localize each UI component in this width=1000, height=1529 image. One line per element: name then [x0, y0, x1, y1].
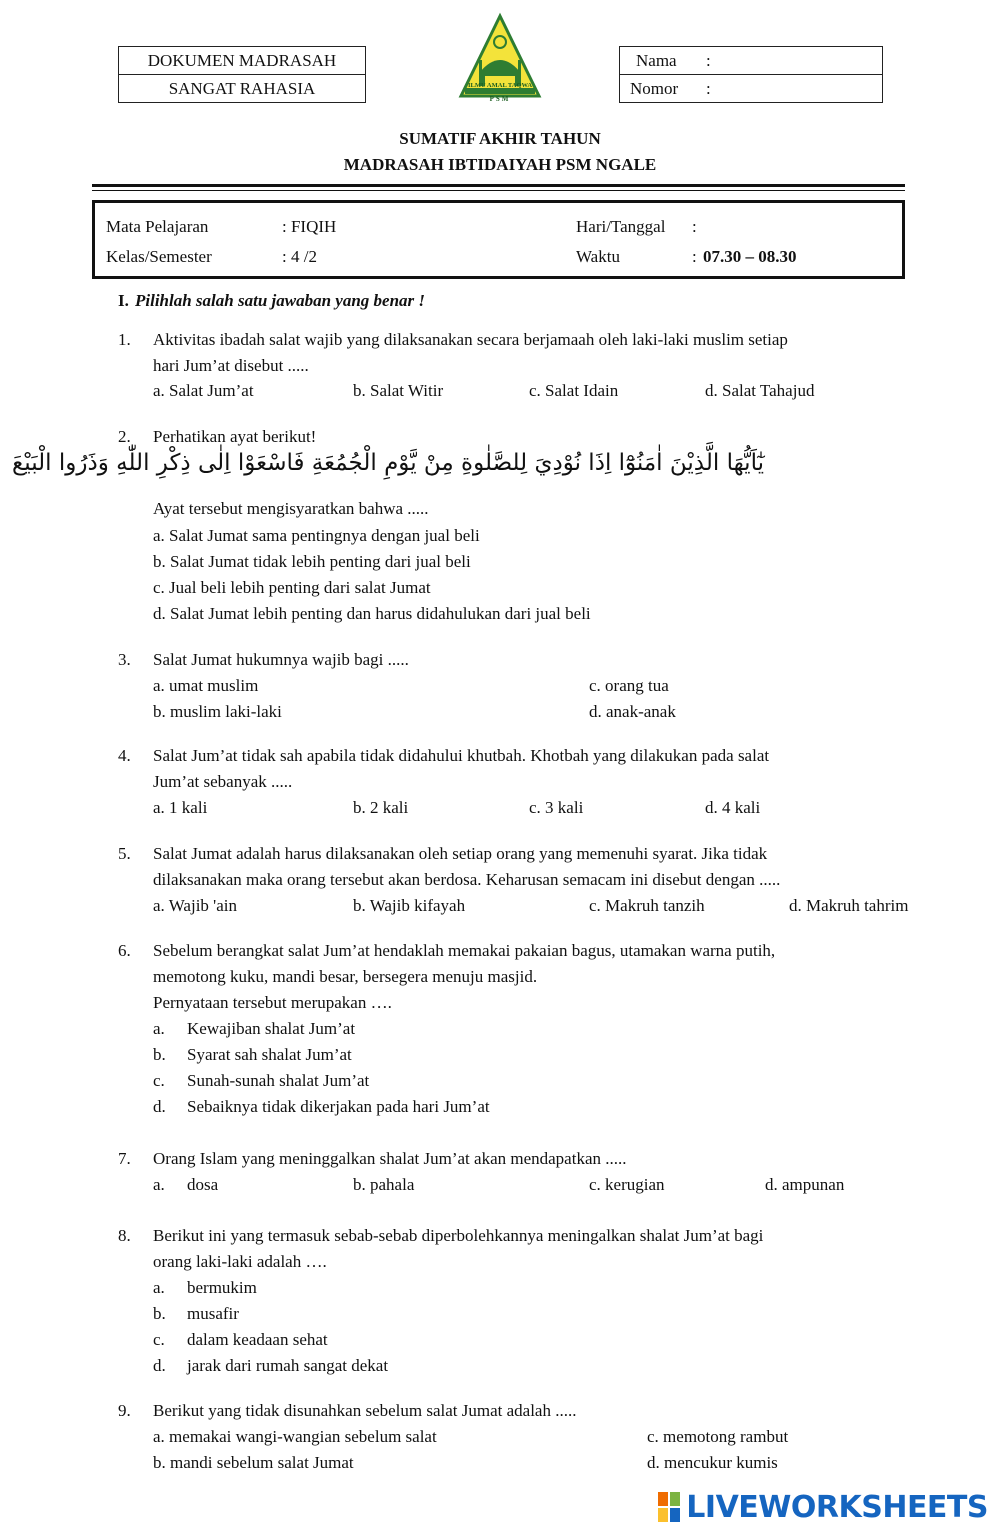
- option-a[interactable]: bermukim: [187, 1278, 257, 1297]
- option-a[interactable]: a. Salat Jum’at: [153, 381, 254, 400]
- option-c[interactable]: c. orang tua: [589, 676, 669, 695]
- option-b[interactable]: musafir: [187, 1304, 239, 1323]
- question-text: Berikut yang tidak disunahkan sebelum salat Jumat adalah .....: [153, 1401, 577, 1420]
- question-text: Aktivitas ibadah salat wajib yang dilaksanakan secara berjamaah oleh laki-laki muslim setiap: [153, 330, 788, 349]
- title-rule-thick: [92, 184, 905, 187]
- subject-value: : FIQIH: [282, 217, 337, 236]
- question-text: orang laki-laki adalah ….: [153, 1252, 327, 1271]
- option-b[interactable]: b. 2 kali: [353, 798, 409, 817]
- question-text: Orang Islam yang meninggalkan shalat Jum’at akan mendapatkan .....: [153, 1149, 627, 1168]
- option-a[interactable]: a. umat muslim: [153, 676, 259, 695]
- option-a[interactable]: a. memakai wangi-wangian sebelum salat: [153, 1427, 437, 1446]
- question-text: Berikut ini yang termasuk sebab-sebab diperbolehkannya meningalkan shalat Jum’at bagi: [153, 1226, 764, 1245]
- option-a-letter[interactable]: a.: [153, 1019, 165, 1038]
- option-a[interactable]: a. Wajib 'ain: [153, 896, 237, 915]
- date-label: Hari/Tanggal: [576, 217, 666, 236]
- question-number: 2.: [118, 427, 131, 446]
- class-label: Kelas/Semester: [106, 247, 212, 266]
- date-value[interactable]: :: [692, 217, 697, 236]
- question-text: Sebelum berangkat salat Jum’at hendaklah memakai pakaian bagus, utamakan warna putih,: [153, 941, 776, 960]
- option-c[interactable]: dalam keadaan sehat: [187, 1330, 328, 1349]
- number-field[interactable]: [619, 74, 883, 103]
- option-a-letter[interactable]: a.: [153, 1278, 165, 1297]
- option-a[interactable]: a. 1 kali: [153, 798, 208, 817]
- option-c-letter[interactable]: c.: [153, 1071, 165, 1090]
- option-b[interactable]: b. Salat Witir: [353, 381, 444, 400]
- option-a[interactable]: Kewajiban shalat Jum’at: [187, 1019, 356, 1038]
- question-text: Salat Jumat hukumnya wajib bagi .....: [153, 650, 409, 669]
- question-number: 8.: [118, 1226, 131, 1245]
- option-a[interactable]: a. Salat Jumat sama pentingnya dengan jual beli: [153, 526, 480, 545]
- question-text: Pernyataan tersebut merupakan ….: [153, 993, 392, 1012]
- option-c-letter[interactable]: c.: [153, 1330, 165, 1349]
- question-number: 4.: [118, 746, 131, 765]
- option-c[interactable]: Sunah-sunah shalat Jum’at: [187, 1071, 370, 1090]
- liveworksheets-logo[interactable]: [658, 1489, 988, 1525]
- option-c[interactable]: c. Makruh tanzih: [589, 896, 705, 915]
- option-d-letter[interactable]: d.: [153, 1356, 166, 1375]
- question-text: hari Jum’at disebut .....: [153, 356, 309, 375]
- option-a-letter[interactable]: a.: [153, 1175, 165, 1194]
- option-d[interactable]: jarak dari rumah sangat dekat: [187, 1356, 389, 1375]
- liveworksheets-text: LIVEWORKSHEETS: [686, 1489, 988, 1525]
- name-label: Nama: [636, 51, 677, 70]
- option-b[interactable]: b. pahala: [353, 1175, 415, 1194]
- option-b[interactable]: Syarat sah shalat Jum’at: [187, 1045, 352, 1064]
- option-b-letter[interactable]: b.: [153, 1304, 166, 1323]
- question-stem: Ayat tersebut mengisyaratkan bahwa .....: [153, 499, 429, 518]
- name-field[interactable]: [619, 46, 883, 75]
- question-text: Salat Jumat adalah harus dilaksanakan oleh setiap orang yang memenuhi syarat. Jika tidak: [153, 844, 768, 863]
- option-c[interactable]: c. Salat Idain: [529, 381, 619, 400]
- option-c[interactable]: c. memotong rambut: [647, 1427, 789, 1446]
- option-b[interactable]: b. Salat Jumat tidak lebih penting dari jual beli: [153, 552, 471, 571]
- question-text: Perhatikan ayat berikut!: [153, 427, 317, 446]
- question-number: 5.: [118, 844, 131, 863]
- option-a[interactable]: dosa: [187, 1175, 219, 1194]
- number-label: Nomor: [630, 79, 679, 98]
- option-d[interactable]: d. Salat Tahajud: [705, 381, 815, 400]
- question-text: memotong kuku, mandi besar, bersegera menuju masjid.: [153, 967, 538, 986]
- doc-label-madrasah: DOKUMEN MADRASAH: [118, 46, 366, 75]
- question-number: 1.: [118, 330, 131, 349]
- number-sep: :: [706, 79, 711, 98]
- logo-motto: ILMU AMAL TAQWA: [467, 82, 533, 89]
- section-instruction: Pilihlah salah satu jawaban yang benar !: [135, 291, 426, 310]
- quran-verse: يٰٓاَيُّهَا الَّذِيْنَ اٰمَنُوْٓا اِذَا نُوْدِيَ لِلصَّلٰوةِ مِنْ يَّوْمِ الْجُمُعَةِ فَاسْعَوْا اِلٰى ذِكْرِ اللّٰهِ وَذَرُوا الْبَيْعَ: [12, 450, 764, 476]
- time-value: 07.30 – 08.30: [703, 247, 797, 266]
- option-d[interactable]: d. ampunan: [765, 1175, 845, 1194]
- option-d[interactable]: Sebaiknya tidak dikerjakan pada hari Jum’at: [187, 1097, 490, 1116]
- option-d[interactable]: d. mencukur kumis: [647, 1453, 778, 1472]
- question-number: 9.: [118, 1401, 131, 1420]
- logo-psm: PSM: [489, 95, 511, 103]
- name-sep: :: [706, 51, 711, 70]
- section-number: I.: [118, 291, 129, 310]
- time-label: Waktu: [576, 247, 620, 266]
- question-number: 6.: [118, 941, 131, 960]
- exam-title: SUMATIF AKHIR TAHUN: [399, 129, 601, 148]
- option-d[interactable]: d. Makruh tahrim: [789, 896, 909, 915]
- subject-label: Mata Pelajaran: [106, 217, 209, 236]
- time-sep: :: [692, 247, 697, 266]
- question-number: 3.: [118, 650, 131, 669]
- question-text: dilaksanakan maka orang tersebut akan berdosa. Keharusan semacam ini disebut dengan .....: [153, 870, 781, 889]
- option-b-letter[interactable]: b.: [153, 1045, 166, 1064]
- option-b[interactable]: b. muslim laki-laki: [153, 702, 282, 721]
- school-title: MADRASAH IBTIDAIYAH PSM NGALE: [343, 155, 657, 174]
- question-text: Salat Jum’at tidak sah apabila tidak didahului khutbah. Khotbah yang dilakukan pada salat: [153, 746, 770, 765]
- option-c[interactable]: c. 3 kali: [529, 798, 584, 817]
- question-text: Jum’at sebanyak .....: [153, 772, 293, 791]
- question-number: 7.: [118, 1149, 131, 1168]
- option-d-letter[interactable]: d.: [153, 1097, 166, 1116]
- option-c[interactable]: c. Jual beli lebih penting dari salat Jumat: [153, 578, 431, 597]
- option-d[interactable]: d. Salat Jumat lebih penting dan harus didahulukan dari jual beli: [153, 604, 591, 623]
- option-b[interactable]: b. Wajib kifayah: [353, 896, 466, 915]
- class-value: : 4 /2: [282, 247, 317, 266]
- option-d[interactable]: d. 4 kali: [705, 798, 761, 817]
- option-b[interactable]: b. mandi sebelum salat Jumat: [153, 1453, 354, 1472]
- title-rule-thin: [92, 190, 905, 191]
- liveworksheets-icon: [658, 1492, 680, 1522]
- doc-label-secret: SANGAT RAHASIA: [118, 74, 366, 103]
- exam-info-box: [92, 200, 905, 279]
- option-c[interactable]: c. kerugian: [589, 1175, 665, 1194]
- school-logo: [455, 12, 545, 108]
- option-d[interactable]: d. anak-anak: [589, 702, 676, 721]
